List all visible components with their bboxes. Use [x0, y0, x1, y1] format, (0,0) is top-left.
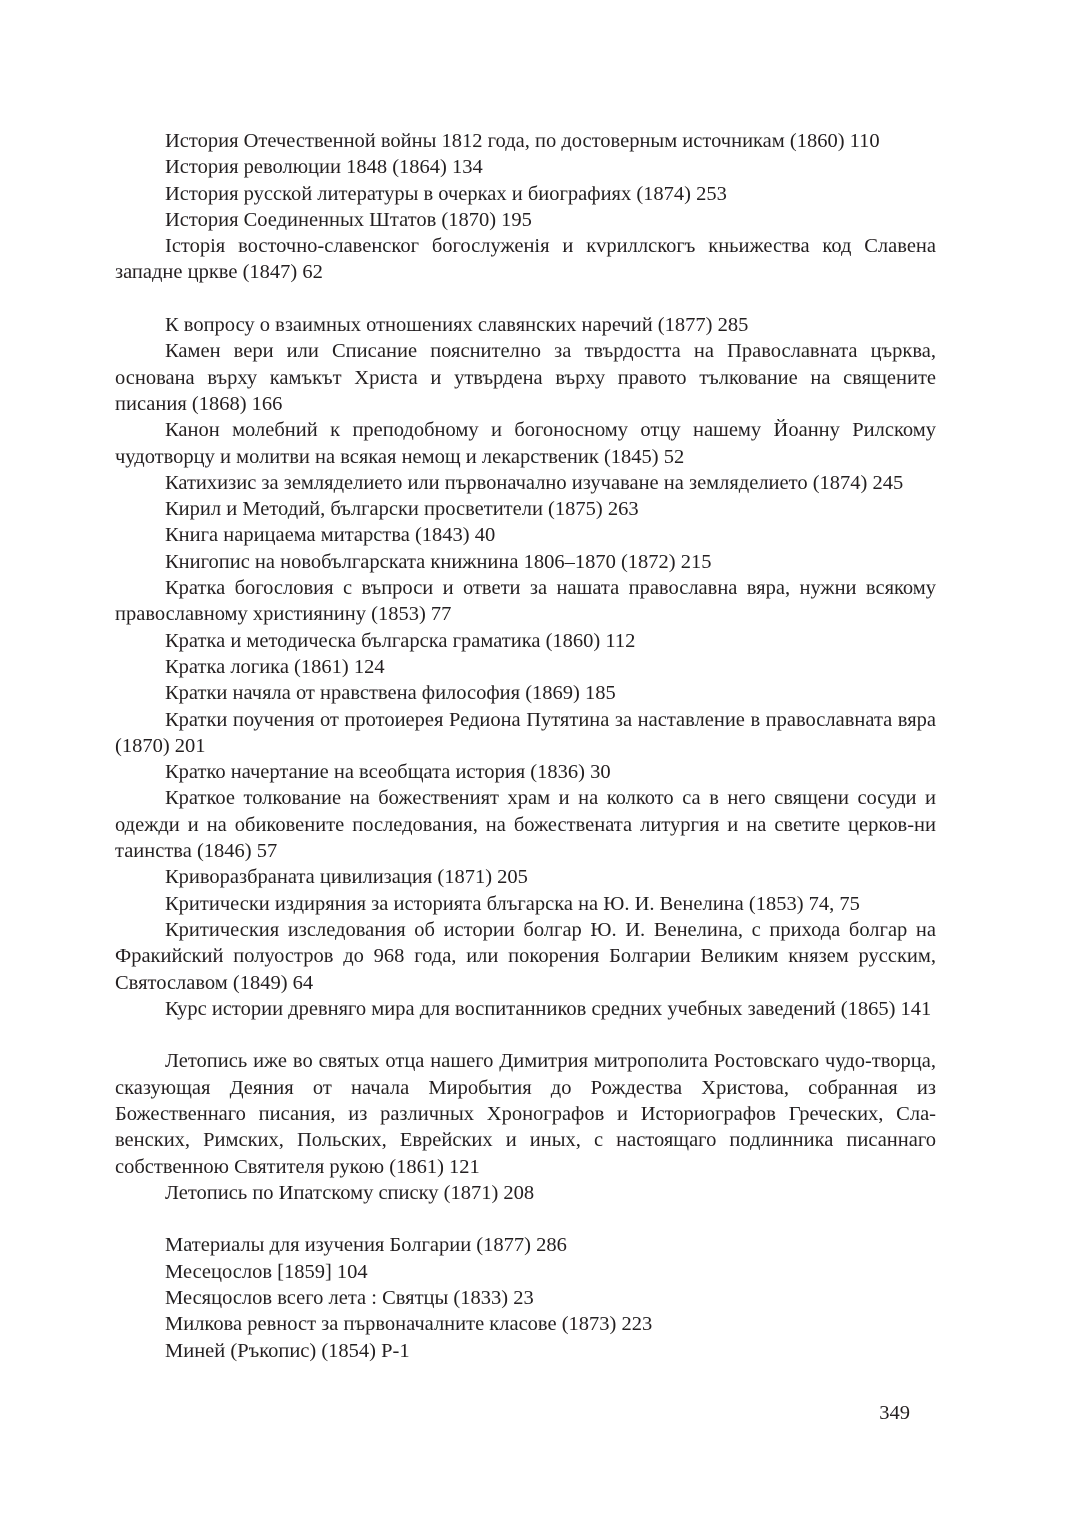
index-entry: История Соединенных Штатов (1870) 195: [165, 208, 532, 231]
index-entry: Кирил и Методий, български просветители (1875) 263: [165, 498, 639, 521]
index-entry: Криворазбраната цивилизация (1871) 205: [165, 866, 528, 889]
index-entry: Краткое толкование на божественият храм и на колкото са в него священи сосуди и одежди и на обиковените последования, на божествената литургия и на светите церков-ни таинства (1846) 57: [115, 787, 936, 863]
section-gap: [115, 286, 936, 312]
index-entry: Месяцослов всего лета : Святцы (1833) 23: [165, 1287, 534, 1310]
index-entry: Кратко начертание на всеобщата история (1836) 30: [165, 761, 611, 784]
index-entry: Канон молебний к преподобному и богоносному отцу нашему Йоанну Рилскому чудотворцу и молитви на всякая немощ и лекарственик (1845) 52: [115, 419, 936, 468]
page-number: 349: [879, 1402, 910, 1424]
index-entry: Милкова ревност за първоначалните класове (1873) 223: [165, 1313, 653, 1336]
entry-group-4: [115, 1232, 936, 1363]
entry-group-2: [115, 312, 936, 1022]
index-entry: Летопись по Ипатскому списку (1871) 208: [165, 1181, 535, 1204]
index-entry: Кратка и методическа българска граматика (1860) 112: [165, 629, 636, 652]
index-entry: Камен вери или Списание пояснително за твърдостта на Православната църква, основана върху камъкът Христа и утвърдена върху правото тълкование на священите писания (1868) 166: [115, 340, 936, 415]
index-entry: Iсторiя восточно-славенског богослуженiя и кvриллскогъ кньижества код Славена западне цркве (1847) 62: [115, 235, 936, 284]
index-entry: История революции 1848 (1864) 134: [165, 156, 483, 179]
index-entry: Критически издиряния за историята блъгарска на Ю. И. Венелина (1853) 74, 75: [165, 892, 860, 915]
index-entry: Катихизис за земляделието или първоначално изучаване на земляделието (1874) 245: [165, 471, 904, 494]
index-entry: Книгопис на новобългарската книжнина 1806–1870 (1872) 215: [165, 550, 712, 573]
index-entry: Месецослов [1859] 104: [165, 1260, 368, 1283]
index-entry: История Отечественной войны 1812 года, по достоверным источникам (1860) 110: [165, 130, 880, 152]
index-entry: Кратка богословия с въпроси и ответи за нашата православна вяра, нужни всякому православному християнину (1853) 77: [115, 577, 936, 626]
index-entry: История русской литературы в очерках и биографиях (1874) 253: [165, 182, 727, 205]
section-gap: [115, 1206, 936, 1232]
index-entry: К вопросу о взаимных отношениях славянских наречий (1877) 285: [165, 314, 749, 337]
entry-group-1: [115, 128, 936, 286]
index-entry: Летопись иже во святых отца нашего Димитрия митрополита Ростовскаго чудо-творца, сказующая Деяния от начала Миробытия до Рождества Христова, собранная из Божественнаго писания, из различных Хронографов и Историографов Греческих, Сла-венских, Римских, Польских, Еврейских и иных, с настоящаго подлинника писаннаго собственною Святителя рукою (1861) 121: [115, 1050, 936, 1178]
index-entry: Критическия изследования об истории болгар Ю. И. Венелина, с прихода болгар на Фракийский полуостров до 968 года, или покорения Болгарии Великим князем русским, Святославом (1849) 64: [115, 918, 936, 994]
entry-group-3: [115, 1048, 936, 1206]
index-entry: Книга нарицаема митарства (1843) 40: [165, 524, 496, 547]
index-entry: Кратки поучения от протоиерея Редиона Путятина за наставление в православната вяра (1870) 201: [115, 708, 936, 757]
index-entry: Материалы для изучения Болгарии (1877) 286: [165, 1234, 567, 1257]
section-gap: [115, 1022, 936, 1048]
index-entry: Кратка логика (1861) 124: [165, 655, 385, 678]
index-entry: Кратки начяла от нравствена философия (1869) 185: [165, 682, 616, 705]
index-entry: Курс истории древняго мира для воспитанников средних учебных заведений (1865) 141: [165, 997, 932, 1020]
index-entry: Миней (Ръкопис) (1854) Р-1: [165, 1339, 410, 1362]
index-entries: [115, 128, 936, 1364]
